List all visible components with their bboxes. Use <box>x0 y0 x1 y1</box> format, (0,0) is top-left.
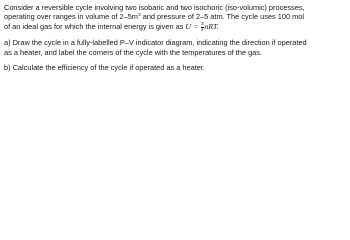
intro-paragraph <box>4 3 348 33</box>
internal-energy-symbol: U <box>185 21 192 31</box>
part-a-paragraph <box>4 38 348 57</box>
part-a-line-2: as a heater, and label the corners of the cycle with the temperatures of the gas. <box>4 47 263 57</box>
part-b-paragraph <box>4 63 348 72</box>
volume-exponent: 3 <box>137 13 141 19</box>
part-b-line-1: b) Calculate the efficiency of the cycle if operated as a heater. <box>4 62 205 72</box>
problem-text <box>0 0 350 98</box>
intro-line-2-post: and pressure of 2–5 atm. The cycle uses 100 mol <box>140 12 304 22</box>
fraction-denominator: 2 <box>200 27 204 32</box>
equals-sign: = <box>191 21 201 31</box>
intro-line-2 <box>4 12 348 21</box>
equation-tail: nRT. <box>204 21 219 31</box>
part-a-line-1: a) Draw the cycle in a fully-labelled P–V indicator diagram, indicating the direction if operated <box>4 38 307 48</box>
intro-line-1: Consider a reversible cycle involving two isobaric and two isochoric (iso-volumic) processes, <box>4 3 305 12</box>
intro-line-3-pre: of an ideal gas for which the internal energy is given as <box>4 21 186 31</box>
intro-line-2-pre: operating over ranges in volume of 2–5m <box>4 12 138 22</box>
intro-line-3 <box>4 22 348 33</box>
fraction-numerator: 3 <box>200 21 204 27</box>
